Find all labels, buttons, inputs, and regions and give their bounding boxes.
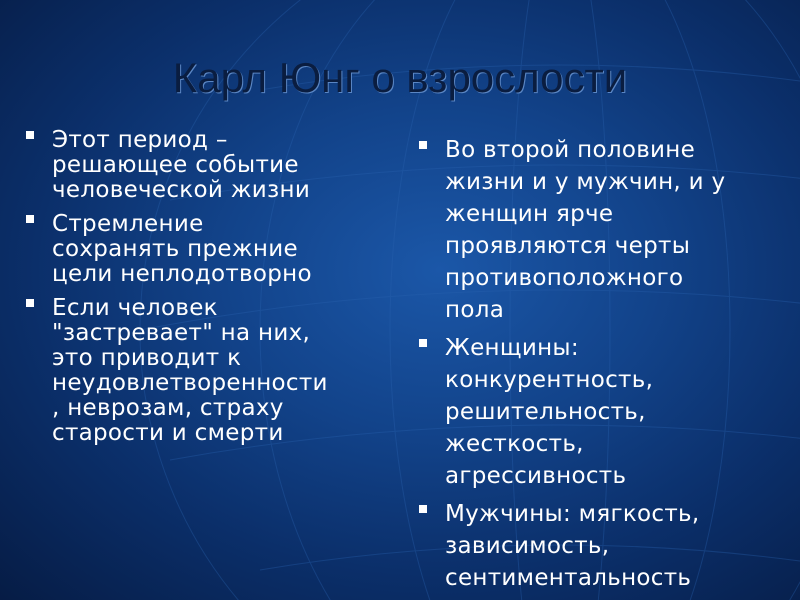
square-bullet-icon — [419, 141, 427, 149]
list-item — [415, 498, 775, 594]
slide-title: Карл Юнг о взрослости — [172, 54, 628, 101]
list-item — [22, 128, 372, 203]
bullet-text: Стремление сохранять прежние цели неплодотворно — [52, 211, 312, 287]
list-item — [415, 134, 775, 326]
right-bullet-list — [415, 134, 775, 600]
square-bullet-icon — [26, 131, 34, 139]
left-bullet-list — [22, 128, 372, 455]
list-item — [22, 296, 372, 446]
bullet-text: Во второй половине жизни и у мужчин, и у женщин ярче проявляются черты противоположного пола — [445, 137, 726, 323]
list-item — [415, 332, 775, 492]
square-bullet-icon — [26, 215, 34, 223]
square-bullet-icon — [26, 299, 34, 307]
bullet-text: Женщины: конкурентность, решительность, жесткость, агрессивность — [445, 335, 654, 489]
square-bullet-icon — [419, 339, 427, 347]
bullet-text: Если человек "застревает" на них, это приводит к неудовлетворенности , неврозам, страху старости и смерти — [52, 295, 328, 446]
square-bullet-icon — [419, 505, 427, 513]
list-item — [22, 212, 372, 287]
bullet-text: Мужчины: мягкость, зависимость, сентиментальность — [445, 501, 700, 591]
bullet-text: Этот период – решающее событие человеческой жизни — [52, 127, 311, 203]
